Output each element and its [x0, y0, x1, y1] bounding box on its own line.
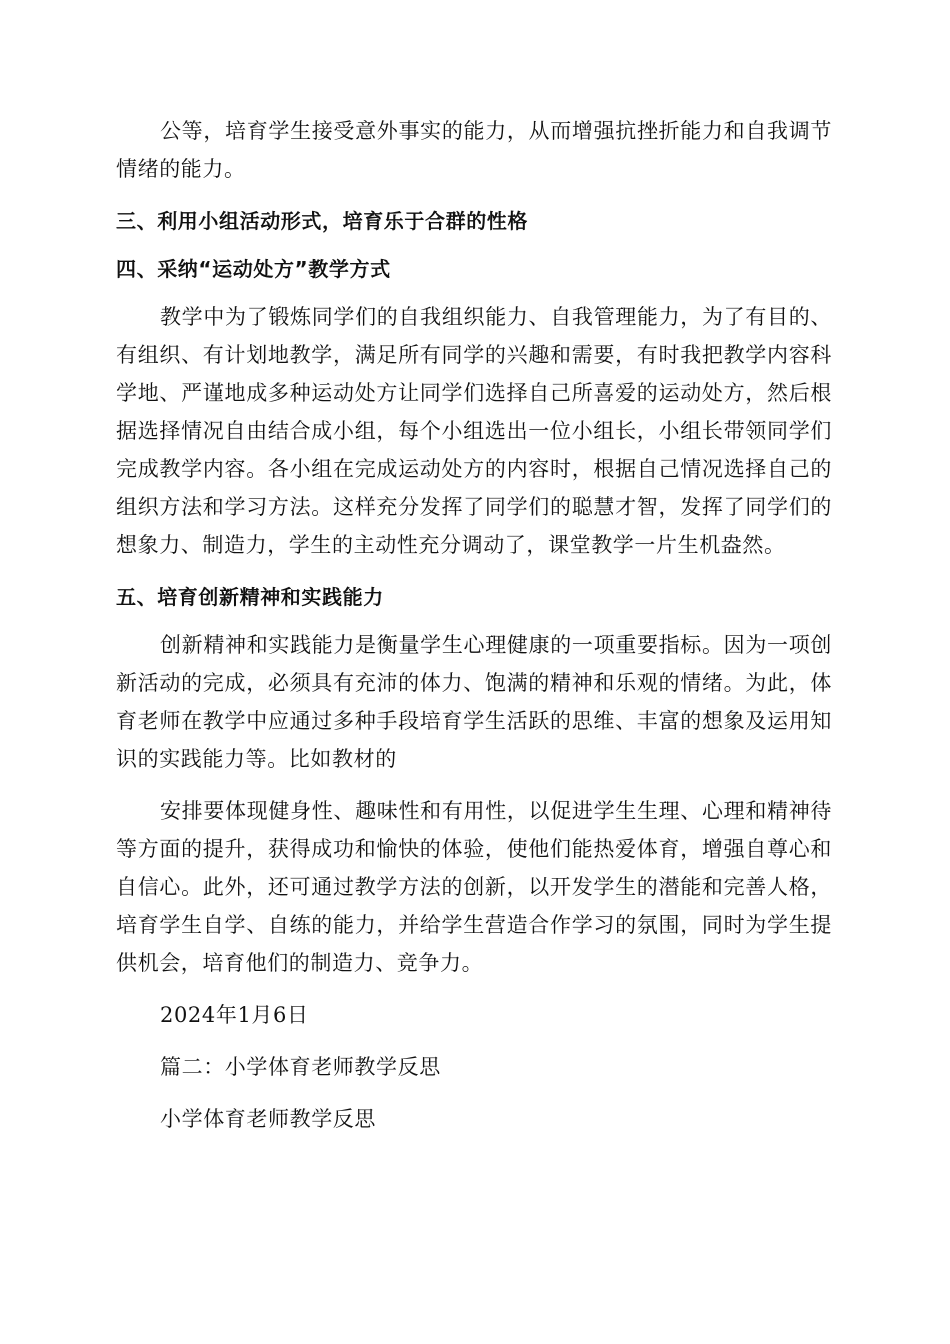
article-title: 小学体育老师教学反思: [160, 1107, 376, 1131]
chapter-title: 篇二：小学体育老师教学反思: [160, 1055, 441, 1079]
section-heading-3: 三、利用小组活动形式，培育乐于合群的性格: [116, 209, 528, 233]
paragraph-4: 安排要体现健身性、趣味性和有用性，以促进学生生理、心理和精神待等方面的提升，获得成功和愉快的体验，使他们能热爱体育，增强自尊心和自信心。此外，还可通过教学方法的创新，以开发学生的潜能和完善人格，培育学生自学、自练的能力，并给学生营造合作学习的氛围，同时为学生提供机会，培育他们的制造力、竞争力。: [116, 799, 832, 975]
document-page: [116, 112, 832, 1138]
section-heading-5: 五、培育创新精神和实践能力: [116, 585, 384, 609]
paragraph-1: 公等，培育学生接受意外事实的能力，从而增强抗挫折能力和自我调节情绪的能力。: [116, 119, 832, 181]
section-heading-4: 四、采纳“运动处方”教学方式: [116, 257, 391, 281]
paragraph-2: 教学中为了锻炼同学们的自我组织能力、自我管理能力，为了有目的、有组织、有计划地教学，满足所有同学的兴趣和需要，有时我把教学内容科学地、严谨地成多种运动处方让同学们选择自己所喜爱的运动处方，然后根据选择情况自由结合成小组，每个小组选出一位小组长，小组长带领同学们完成教学内容。各小组在完成运动处方的内容时，根据自己情况选择自己的组织方法和学习方法。这样充分发挥了同学们的聪慧才智，发挥了同学们的想象力、制造力，学生的主动性充分调动了，课堂教学一片生机盎然。: [116, 305, 832, 557]
date-line: 2024年1月6日: [160, 1003, 309, 1027]
paragraph-3: 创新精神和实践能力是衡量学生心理健康的一项重要指标。因为一项创新活动的完成，必须具有充沛的体力、饱满的精神和乐观的情绪。为此，体育老师在教学中应通过多种手段培育学生活跃的思维、丰富的想象及运用知识的实践能力等。比如教材的: [116, 633, 832, 771]
